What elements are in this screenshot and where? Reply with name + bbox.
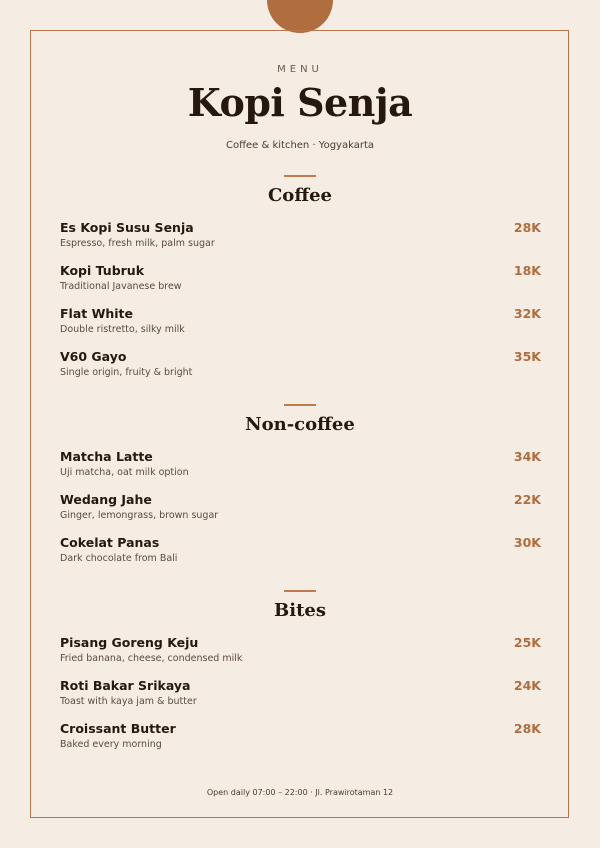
item-description: Dark chocolate from Bali bbox=[60, 553, 178, 564]
item-name: Es Kopi Susu Senja bbox=[60, 220, 194, 235]
section-divider bbox=[284, 404, 316, 406]
section-coffee bbox=[0, 175, 600, 208]
item-description: Espresso, fresh milk, palm sugar bbox=[60, 238, 215, 249]
page-subtitle: Coffee & kitchen · Yogyakarta bbox=[226, 140, 374, 151]
item-description: Fried banana, cheese, condensed milk bbox=[60, 653, 243, 664]
section-title: Bites bbox=[274, 600, 326, 621]
item-price: 35K bbox=[513, 349, 541, 364]
menu-item bbox=[60, 535, 541, 565]
menu-item bbox=[60, 678, 541, 708]
item-price: 28K bbox=[513, 220, 541, 235]
section-divider bbox=[284, 590, 316, 592]
section-bites bbox=[0, 590, 600, 623]
item-price: 28K bbox=[513, 721, 541, 736]
item-name: Kopi Tubruk bbox=[60, 263, 145, 278]
section-divider bbox=[284, 175, 316, 177]
item-description: Single origin, fruity & bright bbox=[60, 367, 193, 378]
menu-item bbox=[60, 721, 541, 751]
item-description: Baked every morning bbox=[60, 739, 162, 750]
item-description: Ginger, lemongrass, brown sugar bbox=[60, 510, 219, 521]
item-price: 18K bbox=[513, 263, 541, 278]
footer-hours-address: Open daily 07:00 – 22:00 · Jl. Prawirotaman 12 bbox=[206, 788, 394, 797]
item-description: Traditional Javanese brew bbox=[60, 281, 182, 292]
item-name: Croissant Butter bbox=[60, 721, 176, 736]
menu-item bbox=[60, 492, 541, 522]
menu-item bbox=[60, 449, 541, 479]
item-description: Uji matcha, oat milk option bbox=[60, 467, 189, 478]
item-name: Wedang Jahe bbox=[60, 492, 152, 507]
menu-item bbox=[60, 220, 541, 250]
section-non-coffee bbox=[0, 404, 600, 437]
item-name: Pisang Goreng Keju bbox=[60, 635, 199, 650]
item-price: 32K bbox=[513, 306, 541, 321]
item-price: 24K bbox=[513, 678, 541, 693]
menu-item bbox=[60, 635, 541, 665]
decorative-circle bbox=[267, 0, 333, 33]
item-name: Roti Bakar Srikaya bbox=[60, 678, 191, 693]
menu-kicker: MENU bbox=[277, 64, 323, 75]
item-name: Flat White bbox=[60, 306, 134, 321]
item-price: 25K bbox=[513, 635, 541, 650]
item-price: 34K bbox=[513, 449, 541, 464]
section-title: Non-coffee bbox=[245, 414, 355, 435]
item-description: Double ristretto, silky milk bbox=[60, 324, 185, 335]
menu-item bbox=[60, 306, 541, 336]
menu-item bbox=[60, 349, 541, 379]
menu-item bbox=[60, 263, 541, 293]
section-title: Coffee bbox=[267, 185, 332, 206]
page-title: Kopi Senja bbox=[187, 80, 413, 125]
item-name: V60 Gayo bbox=[60, 349, 127, 364]
item-name: Cokelat Panas bbox=[60, 535, 160, 550]
item-description: Toast with kaya jam & butter bbox=[60, 696, 197, 707]
item-price: 22K bbox=[513, 492, 541, 507]
item-name: Matcha Latte bbox=[60, 449, 153, 464]
item-price: 30K bbox=[513, 535, 541, 550]
